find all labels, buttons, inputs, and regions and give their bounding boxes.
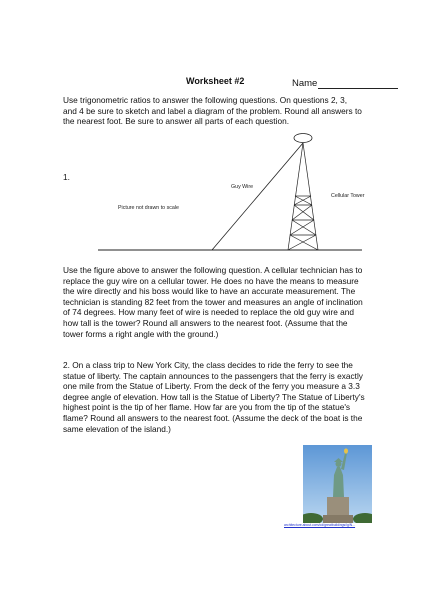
- worksheet-title: Worksheet #2: [186, 76, 245, 86]
- photo-source-link[interactable]: architecture.about.com/od/greatbuildings/ig/N...: [284, 523, 356, 527]
- cellular-tower-label: Cellular Tower: [331, 193, 365, 199]
- statue-of-liberty-photo: [303, 445, 372, 523]
- question-1-text: Use the figure above to answer the following question. A cellular technician has to replace the guy wire on a cellular tower. He does no have the means to measure the wire directly and his boss would like to have an accurate measurement. The technician is standing 82 feet from the tower and measures an angle of inclination of 74 degrees. How many feet of wire is needed to replace the old guy wire and how tall is the tower? Round all answers to the nearest foot. (Assume that the tower forms a right angle with the ground.): [63, 265, 363, 339]
- instructions-paragraph: Use trigonometric ratios to answer the following questions. On questions 2, 3, and 4 be sure to sketch and label a diagram of the problem. Round all answers to the nearest foot. Be sure to answer all parts of each question.: [63, 95, 362, 127]
- cellular-tower: [288, 143, 318, 250]
- question-2-text: 2. On a class trip to New York City, the class decides to ride the ferry to see the statue of liberty. The captain announces to the passengers that the ferry is exactly one mile from the Statue of Liberty. From the deck of the ferry you measure a 3.3 degree angle of elevation. How tall is the Statue of Liberty? The Statue of Liberty's highest point is the tip of her flame. How far are you from the tip of the statue's flame? Round all answers to the nearest foot. (Assume the deck of the boat is the same elevation of the island.): [63, 360, 365, 434]
- name-label: Name: [292, 78, 318, 89]
- guy-wire-label: Guy Wire: [231, 184, 254, 190]
- tower-beacon: [294, 134, 312, 143]
- question-1-number: 1.: [63, 172, 70, 182]
- name-blank-line: [318, 88, 398, 89]
- scale-note: Picture not drawn to scale: [118, 205, 179, 211]
- guy-wire: [212, 143, 303, 250]
- tower-diagram: [0, 130, 424, 255]
